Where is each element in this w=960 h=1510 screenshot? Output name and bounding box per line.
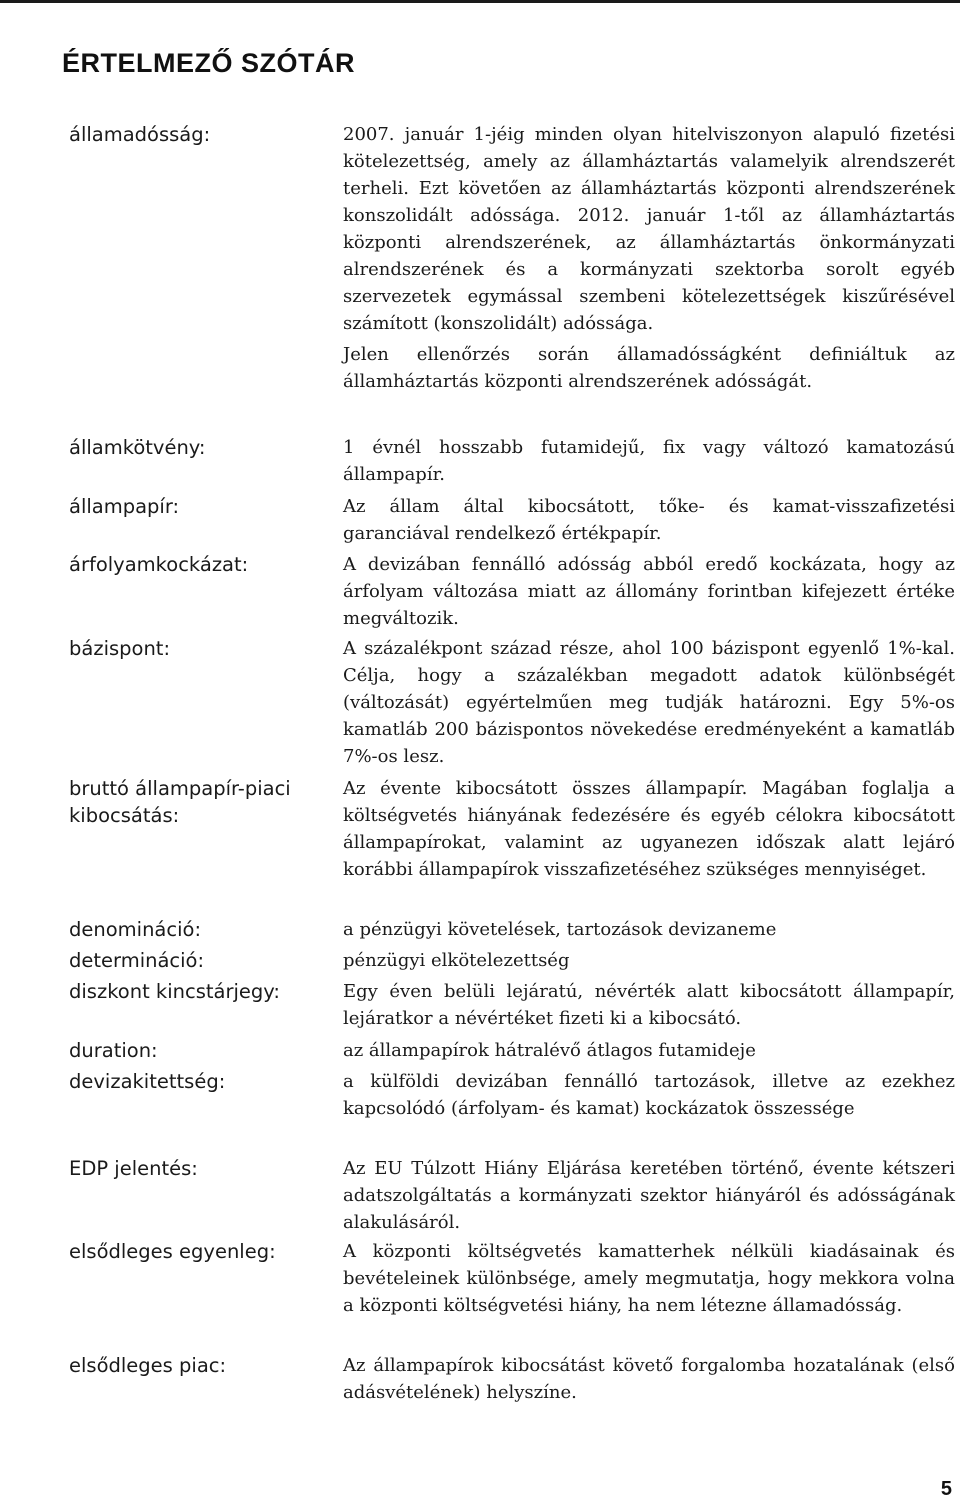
definition-paragraph: a pénzügyi követelések, tartozások devizaneme — [343, 919, 777, 940]
glossary-term: államadósság: — [69, 123, 211, 146]
glossary-definition — [343, 635, 955, 770]
definition-paragraph: A százalékpont század része, ahol 100 bázispont egyenlő 1%-kal. Célja, hogy a százalékban megadott adatok különbségét (változását) egyértelműen meg tudják határozni. Egy 5%-os kamatláb 200 bázispontos növekedése eredményeként a kamatláb 7%-os lesz. — [343, 638, 955, 767]
glossary-definition — [343, 493, 955, 547]
glossary-definition — [343, 916, 955, 943]
definition-paragraph: A központi költségvetés kamatterhek nélküli kiadásainak és bevételeinek különbsége, amely megmutatja, hogy mekkora volna a központi költségvetési hiány, ha nem létezne államadósság. — [343, 1241, 955, 1316]
definition-paragraph: Az állam által kibocsátott, tőke- és kamat-visszafizetési garanciával rendelkező értékpapír. — [343, 496, 955, 544]
definition-paragraph: 1 évnél hosszabb futamidejű, fix vagy változó kamatozású állampapír. — [343, 437, 955, 485]
glossary-definition — [343, 1068, 955, 1122]
glossary-definition — [343, 978, 955, 1032]
definition-paragraph: A devizában fennálló adósság abból eredő kockázata, hogy az árfolyam változása miatt az állomány forintban kifejezett értéke megváltozik. — [343, 554, 955, 629]
glossary-definition — [343, 551, 955, 632]
glossary-definition — [343, 1155, 955, 1236]
glossary-term: duration: — [69, 1039, 158, 1062]
definition-paragraph: Az évente kibocsátott összes állampapír. Magában foglalja a költségvetés hiányának fedezésére és egyéb célokra kibocsátott állampapírokat, valamint az ugyanezen időszak alatt lejáró korábbi állampapírok visszafizetéséhez szükséges mennyiséget. — [343, 778, 955, 880]
glossary-definition — [343, 947, 955, 974]
glossary-term: diszkont kincstárjegy: — [69, 980, 280, 1003]
glossary-term: determináció: — [69, 949, 205, 972]
definition-paragraph: Egy éven belüli lejáratú, névérték alatt kibocsátott állampapír, lejáratkor a névértéket fizeti ki a kibocsátó. — [343, 981, 955, 1029]
definition-paragraph: a külföldi devizában fennálló tartozások, illetve az ezekhez kapcsolódó (árfolyam- és kamat) kockázatok összessége — [343, 1071, 955, 1119]
glossary-term: devizakitettség: — [69, 1070, 226, 1093]
glossary-term: elsődleges egyenleg: — [69, 1240, 276, 1263]
glossary-definition — [343, 775, 955, 883]
glossary-term: bruttó állampapír-piaci kibocsátás: — [69, 777, 291, 827]
definition-paragraph: Az EU Túlzott Hiány Eljárása keretében történő, évente kétszeri adatszolgáltatás a kormányzati szektor hiányáról és adósságának alakulásáról. — [343, 1158, 955, 1233]
glossary-definition — [343, 121, 955, 395]
glossary-term: bázispont: — [69, 637, 171, 660]
glossary-term: államkötvény: — [69, 436, 206, 459]
definition-paragraph: 2007. január 1-jéig minden olyan hitelviszonyon alapuló fizetési kötelezettség, amely az államháztartás valamelyik alrendszerét terheli. Ezt követően az államháztartás központi alrendszerének konszolidált adóssága. 2012. január 1-től az államháztartás központi alrendszerének, az államháztartás önkormányzati alrendszerének és a kormányzati szektorba sorolt egyéb szervezetek egymással szembeni kötelezettségek kiszűrésével számított (konszolidált) adóssága. — [343, 124, 955, 334]
glossary-definition — [343, 434, 955, 488]
definition-paragraph: Jelen ellenőrzés során államadósságként definiáltuk az államháztartás központi alrendszerének adósságát. — [343, 344, 955, 392]
page-number: 5 — [940, 1478, 952, 1500]
glossary-term: elsődleges piac: — [69, 1354, 227, 1377]
top-rule — [0, 0, 960, 3]
glossary-definition — [343, 1352, 955, 1406]
page-title: ÉRTELMEZŐ SZÓTÁR — [62, 48, 355, 78]
glossary-term: árfolyamkockázat: — [69, 553, 249, 576]
glossary-definition — [343, 1238, 955, 1319]
glossary-term: EDP jelentés: — [69, 1157, 198, 1180]
definition-paragraph: az állampapírok hátralévő átlagos futamideje — [343, 1040, 756, 1061]
glossary-definition — [343, 1037, 955, 1064]
glossary-term: denomináció: — [69, 918, 202, 941]
definition-paragraph: pénzügyi elkötelezettség — [343, 950, 570, 971]
definition-paragraph: Az állampapírok kibocsátást követő forgalomba hozatalának (első adásvételének) helyszíne. — [343, 1355, 955, 1403]
glossary-term: állampapír: — [69, 495, 180, 518]
